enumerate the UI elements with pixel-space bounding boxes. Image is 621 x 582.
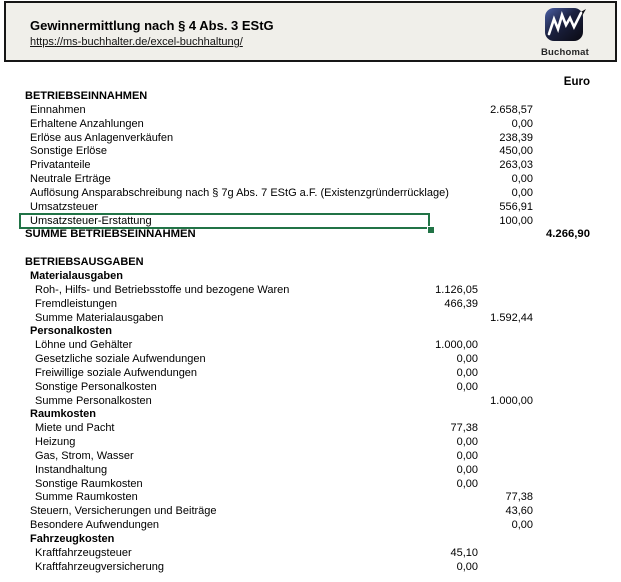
cell-value[interactable]: 238,39	[499, 131, 533, 144]
cell-value[interactable]: 1.000,00	[490, 394, 533, 407]
logo	[533, 6, 597, 58]
cell-value[interactable]: 0,00	[511, 173, 533, 186]
report-row	[0, 173, 621, 187]
cell-value[interactable]: 263,03	[499, 159, 533, 172]
cell-label[interactable]: Summe Personalkosten	[35, 394, 152, 407]
cell-value[interactable]: 0,00	[456, 380, 478, 393]
cell-label[interactable]: Steuern, Versicherungen und Beiträge	[30, 505, 217, 518]
cell-label[interactable]: Instandhaltung	[35, 463, 108, 476]
cell-label[interactable]: Fremdleistungen	[35, 297, 117, 310]
report-row	[0, 491, 621, 505]
cell-label[interactable]: Löhne und Gehälter	[35, 339, 133, 352]
cell-value[interactable]: 0,00	[511, 117, 533, 130]
cell-value[interactable]: 1.126,05	[435, 283, 478, 296]
cell-label[interactable]: Sonstige Erlöse	[30, 145, 108, 158]
cell-label[interactable]: Gas, Strom, Wasser	[35, 449, 134, 462]
cell-label[interactable]: Umsatzsteuer-Erstattung	[30, 214, 152, 227]
cell-label[interactable]: SUMME BETRIEBSEINNAHMEN	[25, 228, 196, 241]
report-row	[0, 187, 621, 201]
report-row	[0, 90, 621, 104]
cell-value[interactable]: 0,00	[511, 186, 533, 199]
report-row	[0, 478, 621, 492]
report-row	[0, 159, 621, 173]
cell-value[interactable]: 1.000,00	[435, 339, 478, 352]
cell-label[interactable]: Erlöse aus Anlagenverkäufen	[30, 131, 174, 144]
website-link[interactable]: https://ms-buchhalter.de/excel-buchhaltung/	[30, 36, 243, 48]
report-row	[0, 422, 621, 436]
cell-value[interactable]: 45,10	[450, 546, 478, 559]
report-row	[0, 519, 621, 533]
report-row	[0, 312, 621, 326]
currency-header-row	[0, 76, 621, 90]
cell-label[interactable]: Kraftfahrzeugsteuer	[35, 546, 132, 559]
cell-label[interactable]: Raumkosten	[30, 408, 97, 421]
cell-label[interactable]: Neutrale Erträge	[30, 173, 111, 186]
cell-value[interactable]: 0,00	[456, 449, 478, 462]
cell-value[interactable]: 2.658,57	[490, 103, 533, 116]
cell-label[interactable]: Freiwillige soziale Aufwendungen	[35, 366, 198, 379]
report-row	[0, 395, 621, 409]
cell-label[interactable]: Einnahmen	[30, 103, 86, 116]
cell-value[interactable]: 0,00	[511, 519, 533, 532]
cell-value[interactable]: 0,00	[456, 366, 478, 379]
report-row	[0, 408, 621, 422]
report-row	[0, 228, 621, 242]
cell-label[interactable]: Erhaltene Anzahlungen	[30, 117, 144, 130]
cell-label[interactable]: Personalkosten	[30, 325, 112, 338]
cell-label[interactable]: Fahrzeugkosten	[30, 533, 115, 545]
cell-label[interactable]: BETRIEBSEINNAHMEN	[25, 90, 148, 102]
cell-value[interactable]: 0,00	[456, 436, 478, 449]
cell-label[interactable]: Sonstige Raumkosten	[35, 477, 143, 490]
report-row	[0, 505, 621, 519]
report-row	[0, 284, 621, 298]
report-rows	[0, 90, 621, 575]
cell-label[interactable]: Summe Raumkosten	[35, 491, 138, 504]
report-row	[0, 270, 621, 284]
cell-label[interactable]: Sonstige Personalkosten	[35, 380, 157, 393]
page-title: Gewinnermittlung nach § 4 Abs. 3 EStG	[30, 18, 274, 33]
report-row	[0, 104, 621, 118]
report-row	[0, 353, 621, 367]
report-row	[0, 464, 621, 478]
cell-value[interactable]: 556,91	[499, 200, 533, 213]
cell-value[interactable]: 77,38	[505, 491, 533, 504]
cell-label[interactable]: Besondere Aufwendungen	[30, 519, 160, 532]
report-row	[0, 381, 621, 395]
cell-label[interactable]: Materialausgaben	[30, 269, 123, 282]
pulse-chart-icon	[543, 31, 587, 48]
cell-value[interactable]: 100,00	[499, 214, 533, 227]
report-row	[0, 547, 621, 561]
report-row	[0, 436, 621, 450]
cell-label[interactable]: Privatanteile	[30, 159, 91, 172]
cell-label[interactable]: Roh-, Hilfs- und Betriebsstoffe und bezogene Waren	[35, 283, 290, 296]
report-row	[0, 215, 621, 229]
cell-value[interactable]: 0,00	[456, 477, 478, 490]
cell-value[interactable]: 0,00	[456, 463, 478, 476]
cell-label[interactable]: Summe Materialausgaben	[35, 311, 164, 324]
selected-cell-outline	[19, 213, 430, 229]
report-row	[0, 561, 621, 575]
cell-value[interactable]: 450,00	[499, 145, 533, 158]
cell-value[interactable]: 4.266,90	[546, 228, 590, 241]
letterhead	[4, 1, 617, 62]
logo-brand-text: Buchomat	[540, 47, 590, 58]
report-row	[0, 118, 621, 132]
report-row	[0, 298, 621, 312]
cell-value[interactable]: 1.592,44	[490, 311, 533, 324]
report-row	[0, 145, 621, 159]
cell-value[interactable]: 466,39	[444, 297, 478, 310]
cell-label[interactable]: Heizung	[35, 436, 76, 449]
cell-label[interactable]: Auflösung Ansparabschreibung nach § 7g Abs. 7 EStG a.F. (Existenzgründerrücklage)	[30, 186, 449, 199]
cell-label[interactable]: Kraftfahrzeugversicherung	[35, 560, 165, 573]
report-row	[0, 256, 621, 270]
report-body	[0, 62, 621, 575]
cell-value[interactable]: 77,38	[450, 422, 478, 435]
report-row	[0, 339, 621, 353]
cell-label[interactable]: Miete und Pacht	[35, 422, 115, 435]
cell-label[interactable]: Gesetzliche soziale Aufwendungen	[35, 353, 206, 366]
report-row	[0, 325, 621, 339]
cell-value[interactable]: 0,00	[456, 353, 478, 366]
spacer-row	[0, 242, 621, 256]
currency-header: Euro	[563, 76, 590, 88]
cell-label[interactable]: BETRIEBSAUSGABEN	[25, 256, 144, 269]
cell-label[interactable]: Umsatzsteuer	[30, 200, 98, 213]
report-row	[0, 450, 621, 464]
cell-value[interactable]: 0,00	[456, 560, 478, 573]
cell-value[interactable]: 43,60	[505, 505, 533, 518]
report-row	[0, 533, 621, 547]
report-row	[0, 367, 621, 381]
report-row	[0, 132, 621, 146]
